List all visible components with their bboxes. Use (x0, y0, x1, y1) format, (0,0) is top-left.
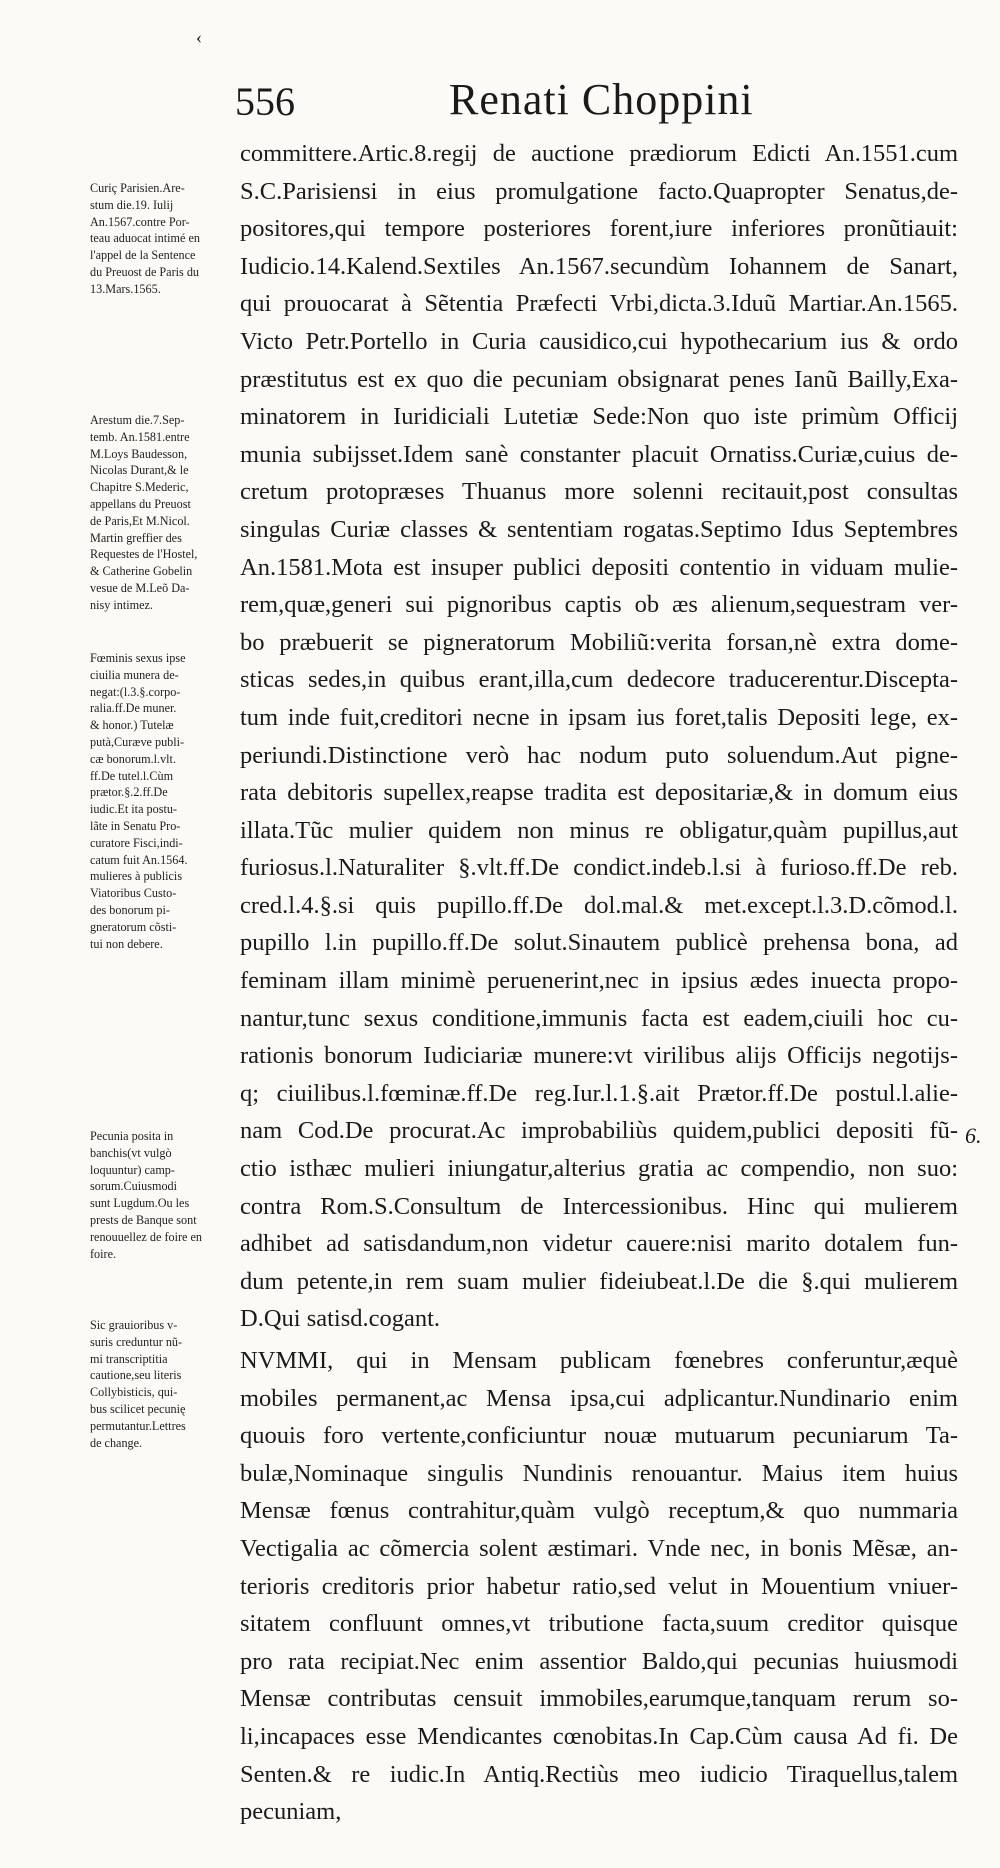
text-line: pupillo l.in pupillo.ff.De solut.Sinautem publicè prehensa bona, ad (240, 929, 958, 957)
margin-note-line: loquuntur) camp- (90, 1162, 175, 1177)
text-line: q; ciuilibus.l.fœminæ.ff.De reg.Iur.l.1.§.ait Prætor.ff.De postul.l.alie- (240, 1079, 958, 1107)
text-line: tum inde fuit,creditori necne in ipsam ius foret,talis Depositi lege, ex- (240, 703, 958, 731)
margin-note-line: Requestes de l'Hostel, (90, 547, 198, 562)
text-line: rationis bonorum Iudiciariæ munere:vt virilibus alijs Officijs negotijs- (240, 1042, 958, 1070)
margin-note-line: Nicolas Durant,& le (90, 463, 189, 478)
text-line: quouis foro vertente,conficiuntur nouæ mutuarum pecuniarum Ta- (240, 1422, 958, 1450)
text-line: mobiles permanent,ac Mensa ipsa,cui adplicantur.Nundinario enim (240, 1384, 958, 1412)
text-line: Senten.& re iudic.In Antiq.Rectiùs meo iudicio Tiraquellus,talem (240, 1760, 958, 1788)
margin-note-line: l'appel de la Sentence (90, 248, 196, 263)
margin-note-foeminis (90, 650, 236, 952)
text-line: cred.l.4.§.si quis pupillo.ff.De dol.mal.& met.except.l.3.D.cõmod.l. (240, 891, 958, 919)
text-line: munia subijsset.Idem sanè constanter placuit Ornatiss.Curiæ,cuius de- (240, 440, 958, 468)
margin-note-line: mi transcriptitia (90, 1351, 168, 1366)
text-line: rem,quæ,generi sui pignoribus captis ob æs alienum,sequestram ver- (240, 591, 958, 619)
text-line: sitatem confluunt omnes,vt tributione facta,suum creditor quisque (240, 1610, 958, 1638)
margin-note-line: de Paris,Et M.Nicol. (90, 513, 190, 528)
margin-note-line: curatore Fisci,indi- (90, 835, 183, 850)
page-corner-mark: ‹ (196, 27, 202, 47)
margin-note-line: catum fuit An.1564. (90, 852, 188, 867)
text-line: dum petente,in rem suam mulier fideiubeat.l.De die §.qui mulierem (240, 1267, 958, 1295)
text-line: An.1581.Mota est insuper publici depositi contentio in viduam mulie- (240, 553, 958, 581)
margin-note-line: mulieres à publicis (90, 869, 183, 884)
text-line: Victo Petr.Portello in Curia causidico,cui hypothecarium ius & ordo (240, 327, 958, 355)
margin-note-line: An.1567.contre Por- (90, 214, 190, 229)
margin-note-line: Curiç Parisien.Are- (90, 181, 185, 195)
running-title: Renati Choppini (449, 75, 754, 124)
text-line: committere.Artic.8.regij de auctione prædiorum Edicti An.1551.cum (240, 140, 958, 167)
text-line: furiosus.l.Naturaliter §.vlt.ff.De condict.indeb.l.si à furioso.ff.De reb. (240, 854, 958, 882)
margin-note-usuris (90, 1317, 236, 1451)
text-line: li,incapaces esse Mendicantes cœnobitas.In Cap.Cùm causa Ad fi. De (240, 1722, 958, 1750)
margin-note-arrest-1567 (90, 180, 236, 298)
margin-note-line: teau aduocat intimé en (90, 231, 200, 246)
text-line: præstitutus est ex quo die pecuniam obsignarat penes Ianũ Bailly,Exa- (240, 365, 958, 393)
margin-note-line: prætor.§.2.ff.De (90, 785, 168, 800)
paragraph-number: 6. (965, 1123, 982, 1148)
text-line: illata.Tũc mulier quidem non minus re obligatur,quàm pupillus,aut (240, 816, 958, 844)
text-line: D.Qui satisd.cogant. (240, 1305, 441, 1333)
text-line: singulas Curiæ classes & sententiam rogatas.Septimo Idus Septembres (240, 515, 958, 543)
text-line: nantur,tunc sexus conditione,immunis facta est eadem,ciuili hoc cu- (240, 1004, 958, 1032)
margin-note-line: M.Loys Baudesson, (90, 446, 188, 461)
text-line: NVMMI, qui in Mensam publicam fœnebres conferuntur,æquè (240, 1347, 958, 1374)
margin-note-line: bus scilicet pecunię (90, 1401, 186, 1416)
margin-note-line: Martin greffier des (90, 530, 182, 545)
margin-note-line: du Preuost de Paris du (90, 264, 200, 279)
margin-note-line: sunt Lugdum.Ou les (90, 1196, 190, 1211)
text-line: bo præbuerit se pigneratorum Mobiliũ:verita forsan,nè extra dome- (240, 628, 958, 656)
margin-note-line: 13.Mars.1565. (90, 281, 161, 296)
margin-note-line: Arestum die.7.Sep- (90, 413, 185, 427)
text-line: S.C.Parisiensi in eius promulgatione facto.Quapropter Senatus,de- (240, 177, 958, 205)
text-line: adhibet ad satisdandum,non videtur cauere:nisi marito dotalem fun- (240, 1230, 958, 1258)
text-line: cretum protopræses Thuanus more solenni recitauit,post consultas (240, 478, 958, 506)
text-line: terioris creditoris prior habetur ratio,sed velut in Mouentium vniuer- (240, 1572, 958, 1600)
margin-note-line: cautione,seu literis (90, 1368, 182, 1383)
text-line: contra Rom.S.Consultum de Intercessionibus. Hinc qui mulierem (240, 1192, 958, 1220)
text-line: Iudicio.14.Kalend.Sextiles An.1567.secundùm Iohannem de Sanart, (240, 252, 958, 280)
text-line (240, 1831, 958, 1868)
text-line: rata debitoris supellex,reapse tradita est depositariæ,& in domum eius (240, 779, 958, 807)
margin-note-line: de change. (90, 1435, 143, 1450)
margin-note-line: stum die.19. Iulij (90, 197, 174, 212)
margin-note-line: putà,Curæve publi- (90, 734, 185, 749)
margin-note-line: negat:(l.3.§.corpo- (90, 684, 181, 699)
margin-note-line: prests de Banque sont (90, 1212, 197, 1227)
text-line: periundi.Distinctione verò hac nodum puto soluendum.Aut pigne- (240, 741, 958, 769)
margin-note-line: lãte in Senatu Pro- (90, 818, 181, 833)
text-line: ctio isthæc mulieri iniungatur,alterius gratia ac compendio, non suo: (240, 1155, 958, 1183)
margin-note-line: banchis(vt vulgò (90, 1145, 172, 1160)
margin-note-line: gneratorum cõsti- (90, 919, 177, 934)
page-number: 556 (235, 79, 295, 124)
text-line: Mensæ fœnus contrahitur,quàm vulgò receptum,& quo nummaria (240, 1497, 958, 1525)
text-line: positores,qui tempore posteriores forent,iure inferiores pronũtiauit: (240, 215, 958, 243)
margin-note-line: suris creduntur nũ- (90, 1334, 183, 1349)
text-line: Vectigalia ac cõmercia solent æstimari. Vnde nec, in bonis Mẽsæ, an- (240, 1534, 958, 1562)
margin-note-line: & honor.) Tutelæ (90, 718, 174, 733)
text-line: sticas sedes,in quibus erant,illa,cum dedecore traducerentur.Discepta- (240, 666, 958, 694)
text-line: bulæ,Nominaque singulis Nundinis renouantur. Maius item huius (240, 1459, 958, 1487)
margin-note-line: permutantur.Lettres (90, 1418, 186, 1433)
text-line: nam Cod.De procurat.Ac improbabiliùs quidem,publici depositi fũ- (240, 1117, 958, 1145)
margin-note-line: Fœminis sexus ipse (90, 651, 186, 665)
margin-note-pecunia-banchis (90, 1128, 236, 1262)
margin-note-line: nisy intimez. (90, 597, 153, 612)
margin-note-line: des bonorum pi- (90, 902, 170, 917)
text-line: Mensæ contributas censuit immobiles,earumque,tanquam rerum so- (240, 1685, 958, 1713)
margin-note-arrest-1581 (90, 412, 236, 614)
margin-note-line: Pecunia posita in (90, 1129, 174, 1143)
text-line: pecuniam, (240, 1798, 342, 1826)
margin-note-line: iudic.Et ita postu- (90, 802, 177, 817)
margin-note-line: ff.De tutel.l.Cùm (90, 768, 174, 783)
margin-note-line: ralia.ff.De muner. (90, 701, 177, 716)
margin-note-line: Collybisticis, qui- (90, 1385, 178, 1400)
text-line: qui prouocarat à Sẽtentia Præfecti Vrbi,dicta.3.Iduũ Martiar.An.1565. (240, 290, 958, 318)
margin-note-line: temb. An.1581.entre (90, 429, 190, 444)
margin-note-line: & Catherine Gobelin (90, 564, 193, 579)
margin-note-line: renouuellez de foire en (90, 1229, 202, 1244)
margin-note-line: appellans du Preuost (90, 496, 191, 511)
margin-note-line: tui non debere. (90, 936, 163, 951)
margin-note-line: vesue de M.Leõ Da- (90, 580, 190, 595)
margin-note-line: Chapitre S.Mederic, (90, 480, 189, 495)
margin-note-line: sorum.Cuiusmodi (90, 1179, 178, 1194)
page-header (235, 75, 955, 134)
text-line: feminam illam minimè peruenerint,nec in ipsius ædes inuecta propo- (240, 967, 958, 995)
body-text (240, 135, 958, 1868)
margin-note-line: Sic grauioribus v- (90, 1318, 178, 1332)
margin-note-line: cæ bonorum.l.vlt. (90, 751, 176, 766)
margin-note-line: foire. (90, 1246, 117, 1261)
text-line: minatorem in Iuridiciali Lutetiæ Sede:Non quo iste primùm Officij (240, 403, 958, 431)
margin-note-line: Viatoribus Custo- (90, 886, 177, 901)
margin-note-line: ciuilia munera de- (90, 667, 179, 682)
text-line: pro rata recipiat.Nec enim assentior Baldo,qui pecunias huiusmodi (240, 1647, 958, 1675)
